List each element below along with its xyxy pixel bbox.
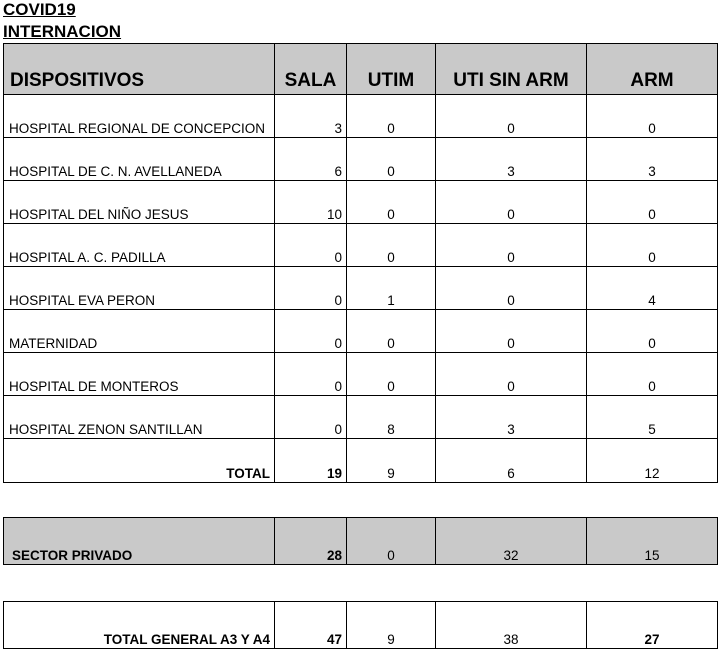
row-utim: 0 xyxy=(347,181,436,224)
document-subtitle: INTERNACION xyxy=(3,22,122,41)
header-uti-sin-arm: UTI SIN ARM xyxy=(436,44,587,95)
row-sala: 6 xyxy=(275,138,347,181)
sector-privado-row xyxy=(4,518,718,565)
row-sala: 0 xyxy=(275,396,347,439)
header-sala: SALA xyxy=(275,44,347,95)
row-name: HOSPITAL DE C. N. AVELLANEDA xyxy=(4,138,275,181)
table-row xyxy=(4,396,718,439)
row-utim: 0 xyxy=(347,138,436,181)
total-general-arm: 27 xyxy=(587,602,718,649)
total-row xyxy=(4,439,718,483)
row-sala: 3 xyxy=(275,95,347,138)
row-name: HOSPITAL REGIONAL DE CONCEPCION xyxy=(4,95,275,138)
row-uti-sin-arm: 3 xyxy=(436,138,587,181)
row-sala: 10 xyxy=(275,181,347,224)
row-arm: 0 xyxy=(587,353,718,396)
row-uti-sin-arm: 0 xyxy=(436,310,587,353)
row-sala: 0 xyxy=(275,224,347,267)
header-utim: UTIM xyxy=(347,44,436,95)
row-utim: 0 xyxy=(347,310,436,353)
row-arm: 5 xyxy=(587,396,718,439)
row-arm: 0 xyxy=(587,95,718,138)
row-arm: 3 xyxy=(587,138,718,181)
table-header-row xyxy=(4,44,718,95)
sector-privado-uti-sin-arm: 32 xyxy=(436,518,587,565)
row-uti-sin-arm: 3 xyxy=(436,396,587,439)
table-row xyxy=(4,224,718,267)
row-uti-sin-arm: 0 xyxy=(436,267,587,310)
table-row xyxy=(4,267,718,310)
total-label: TOTAL xyxy=(4,439,275,483)
total-general-utim: 9 xyxy=(347,602,436,649)
table-row xyxy=(4,181,718,224)
row-utim: 8 xyxy=(347,396,436,439)
row-name: HOSPITAL EVA PERON xyxy=(4,267,275,310)
row-arm: 0 xyxy=(587,181,718,224)
table-row xyxy=(4,310,718,353)
header-arm: ARM xyxy=(587,44,718,95)
row-sala: 0 xyxy=(275,353,347,396)
sector-privado-arm: 15 xyxy=(587,518,718,565)
total-general-row xyxy=(4,602,718,649)
row-uti-sin-arm: 0 xyxy=(436,95,587,138)
row-uti-sin-arm: 0 xyxy=(436,224,587,267)
document-title: COVID19 xyxy=(3,0,76,19)
row-sala: 0 xyxy=(275,267,347,310)
table-row xyxy=(4,353,718,396)
total-sala: 19 xyxy=(275,439,347,483)
total-arm: 12 xyxy=(587,439,718,483)
total-uti-sin-arm: 6 xyxy=(436,439,587,483)
row-arm: 0 xyxy=(587,310,718,353)
row-name: MATERNIDAD xyxy=(4,310,275,353)
row-uti-sin-arm: 0 xyxy=(436,353,587,396)
row-arm: 4 xyxy=(587,267,718,310)
total-general-table xyxy=(3,601,718,649)
row-name: HOSPITAL DE MONTEROS xyxy=(4,353,275,396)
sector-privado-sala: 28 xyxy=(275,518,347,565)
total-general-uti-sin-arm: 38 xyxy=(436,602,587,649)
total-utim: 9 xyxy=(347,439,436,483)
row-arm: 0 xyxy=(587,224,718,267)
row-name: HOSPITAL ZENON SANTILLAN xyxy=(4,396,275,439)
row-sala: 0 xyxy=(275,310,347,353)
row-uti-sin-arm: 0 xyxy=(436,181,587,224)
total-general-sala: 47 xyxy=(275,602,347,649)
sector-privado-label: SECTOR PRIVADO xyxy=(4,518,275,565)
row-utim: 0 xyxy=(347,95,436,138)
header-dispositivos: DISPOSITIVOS xyxy=(4,44,275,95)
row-utim: 1 xyxy=(347,267,436,310)
sector-privado-table xyxy=(3,517,718,565)
sector-privado-utim: 0 xyxy=(347,518,436,565)
row-utim: 0 xyxy=(347,353,436,396)
table-row xyxy=(4,138,718,181)
table-row xyxy=(4,95,718,138)
total-general-label: TOTAL GENERAL A3 Y A4 xyxy=(4,602,275,649)
row-name: HOSPITAL A. C. PADILLA xyxy=(4,224,275,267)
row-utim: 0 xyxy=(347,224,436,267)
internacion-table xyxy=(3,43,718,483)
row-name: HOSPITAL DEL NIÑO JESUS xyxy=(4,181,275,224)
